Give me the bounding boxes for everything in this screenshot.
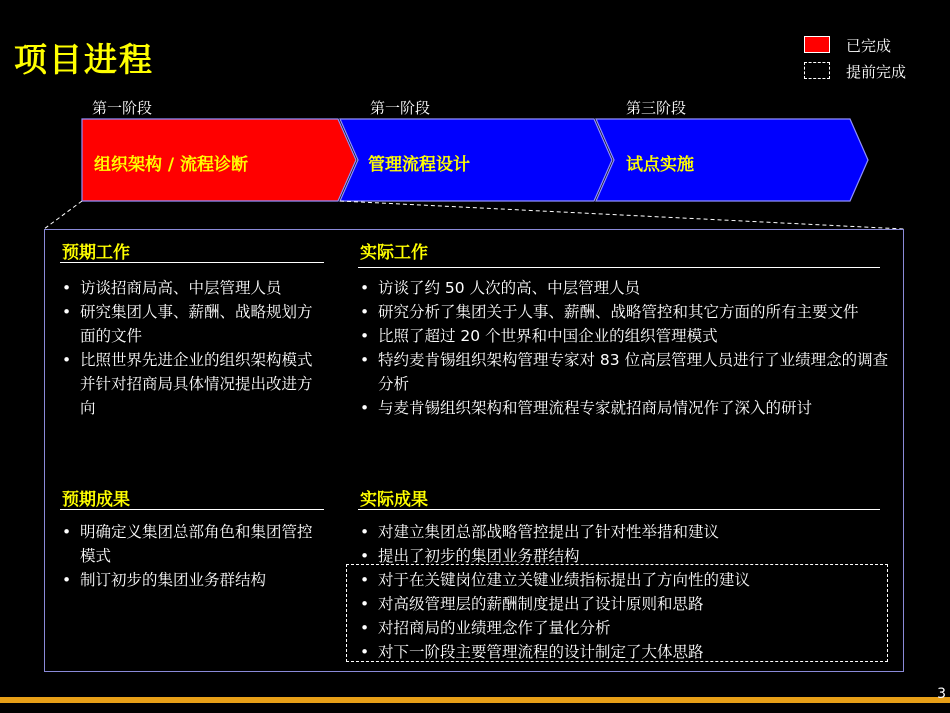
expected-results-divider xyxy=(60,509,324,510)
expected-work-list xyxy=(60,276,318,420)
list-item: • 提出了初步的集团业务群结构 xyxy=(358,544,898,568)
zoom-line-left xyxy=(44,201,82,229)
legend-early-label: 提前完成 xyxy=(846,63,907,81)
legend-completed-label: 已完成 xyxy=(846,37,892,55)
expected-results-list xyxy=(60,520,318,592)
stage-3-label: 第三阶段 xyxy=(626,99,687,117)
expected-work-heading: 预期工作 xyxy=(62,243,130,263)
phase-1-name: 组织架构 / 流程诊断 xyxy=(94,155,249,175)
early-completion-highlight xyxy=(346,564,888,662)
actual-work-heading: 实际工作 xyxy=(360,243,428,263)
list-item: • 比照世界先进企业的组织架构模式并针对招商局具体情况提出改进方向 xyxy=(60,348,318,420)
list-item: • 制订初步的集团业务群结构 xyxy=(60,568,318,592)
list-item: • 明确定义集团总部角色和集团管控模式 xyxy=(60,520,318,568)
actual-results-divider xyxy=(358,509,880,510)
list-item: • 比照了超过 20 个世界和中国企业的组织管理模式 xyxy=(358,324,898,348)
list-item: • 与麦肯锡组织架构和管理流程专家就招商局情况作了深入的研讨 xyxy=(358,396,898,420)
list-item: • 对下一阶段主要管理流程的设计制定了大体思路 xyxy=(358,640,898,664)
list-item: • 研究分析了集团关于人事、薪酬、战略管控和其它方面的所有主要文件 xyxy=(358,300,898,324)
list-item: • 对于在关键岗位建立关键业绩指标提出了方向性的建议 xyxy=(358,568,898,592)
actual-work-divider xyxy=(358,267,880,268)
page-number: 3 xyxy=(937,686,946,702)
stage-1-label: 第一阶段 xyxy=(92,99,153,117)
list-item: • 研究集团人事、薪酬、战略规划方面的文件 xyxy=(60,300,318,348)
list-item: • 对高级管理层的薪酬制度提出了设计原则和思路 xyxy=(358,592,898,616)
page-title: 项目进程 xyxy=(14,40,154,79)
list-item: • 特约麦肯锡组织架构管理专家对 83 位高层管理人员进行了业绩理念的调查分析 xyxy=(358,348,898,396)
phase-3-name: 试点实施 xyxy=(626,155,694,175)
list-item: • 对建立集团总部战略管控提出了针对性举措和建议 xyxy=(358,520,898,544)
footer-bar xyxy=(0,697,950,703)
list-item: • 对招商局的业绩理念作了量化分析 xyxy=(358,616,898,640)
list-item: • 访谈招商局高、中层管理人员 xyxy=(60,276,318,300)
phase-2-name: 管理流程设计 xyxy=(368,155,470,175)
stage-2-label: 第一阶段 xyxy=(370,99,431,117)
actual-results-heading: 实际成果 xyxy=(360,490,428,510)
zoom-line-right xyxy=(340,201,904,229)
list-item: • 访谈了约 50 人次的高、中层管理人员 xyxy=(358,276,898,300)
expected-work-divider xyxy=(60,262,324,263)
expected-results-heading: 预期成果 xyxy=(62,490,130,510)
actual-work-list xyxy=(358,276,898,420)
